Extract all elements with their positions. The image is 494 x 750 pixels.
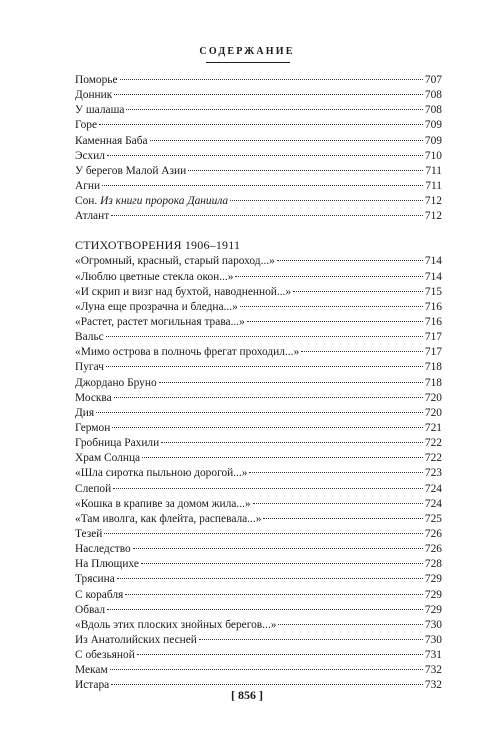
dot-leader [150,140,423,141]
dot-leader [240,306,423,307]
toc-entry-title [75,134,148,149]
dot-leader [263,518,422,519]
toc-entry-page: 714 [424,270,442,283]
toc-entry [75,134,442,149]
toc-entry-title-text: «Огромный, красный, старый пароход...» [75,255,275,268]
toc-entry [75,391,442,406]
toc-entry [75,330,442,345]
dot-leader [142,457,423,458]
toc-entry-title [75,436,159,451]
toc-entry [75,633,442,648]
toc-entry-page: 726 [424,543,442,556]
toc-entry [75,542,442,557]
toc-entry-title [75,497,251,512]
toc-entry-page: 707 [424,74,442,86]
toc-entry-title-text: Обвал [75,603,106,616]
toc-entry-title [75,315,245,330]
toc-entry-title [75,73,118,88]
dot-leader [159,382,423,383]
toc-entry-title-text: Мекам [75,664,108,677]
toc-entry-title [75,360,104,375]
toc-entry-title-text: «Вдоль этих плоских знойных берегов...» [75,618,277,631]
toc-entry [75,482,442,497]
toc-entry-title-text: Тезей [75,527,103,540]
toc-entry-title [75,376,157,391]
dot-leader [113,488,423,489]
toc-entry-title [75,603,105,618]
page-number: [ 856 ] [231,688,263,702]
dot-leader [125,594,423,595]
toc-entry [75,285,442,300]
dot-leader [235,276,422,277]
toc-entry-title [75,588,123,603]
toc-entry-title [75,164,186,179]
toc-entry-title [75,466,247,481]
toc-entry [75,466,442,481]
dot-leader [99,124,423,125]
toc-entry [75,497,442,512]
toc-entry [75,603,442,618]
toc-entry-title-text: Гермон [75,421,111,434]
toc-entry-title [75,406,94,421]
dot-leader [106,336,423,337]
toc-entry-title-italic: Из книги пророка Даниила [100,195,229,208]
toc-entry [75,648,442,663]
toc-entry-title-text: Истара [75,679,110,692]
toc-entry [75,315,442,330]
toc-entry-page: 708 [424,104,442,117]
toc-entry [75,179,442,194]
toc-entry-page: 715 [424,285,442,298]
toc-entry-title [75,391,112,406]
toc-entry-page: 720 [424,391,442,404]
toc-entry-title-text: Москва [75,391,112,404]
toc-entry-title-text: Агни [75,179,101,192]
toc-entry-page: 731 [424,649,442,662]
toc-entry-page: 716 [424,300,442,313]
toc-entry-title [75,482,111,497]
toc-entry-title [75,618,276,633]
dot-leader [293,291,423,292]
toc-entry-page: 720 [424,406,442,419]
toc-entry-title-text: «Луна еще прозрачна и бледна...» [75,300,238,313]
toc-entry-title-text: Атлант [75,210,110,223]
toc-entry-page: 732 [424,679,442,692]
toc-entry-title [75,512,261,527]
dot-leader [277,260,423,261]
toc-entry [75,376,442,391]
toc-entry-page: 716 [424,315,442,328]
toc-entry-page: 724 [424,482,442,495]
toc-entry-page: 729 [424,573,442,586]
toc-entry-page: 711 [425,164,442,177]
dot-leader [161,442,423,443]
toc-entry-title-text: Наследство [75,543,131,556]
dot-leader [188,170,423,171]
dot-leader [133,548,423,549]
dot-leader [112,427,423,428]
toc-entry [75,254,442,269]
toc-entry [75,572,442,587]
toc-entry [75,360,442,375]
toc-entry-title [75,345,299,360]
toc-entry-page: 708 [424,89,442,102]
dot-leader [111,684,423,685]
toc-entry-title-text: С корабля [75,588,124,601]
dot-leader [126,109,423,110]
toc-entry-title [75,557,139,572]
toc-entry-title-text: Каменная Баба [75,134,148,147]
toc-entry-title [75,194,228,209]
toc-entry [75,512,442,527]
toc-entry [75,663,442,678]
toc-entry-page: 724 [424,497,442,510]
toc-entry-title-text: У берегов Малой Азии [75,164,187,177]
toc-entry [75,618,442,633]
toc-entry-page: 730 [424,633,442,646]
toc-entry-page: 730 [424,618,442,631]
toc-entry-title-text: Гробница Рахили [75,437,160,450]
toc-entry-title-text: Сон. [75,195,101,208]
toc-entry-page: 729 [424,588,442,601]
toc-entry-page: 729 [424,603,442,616]
dot-leader [104,533,423,534]
toc-entry [75,149,442,164]
toc-entry-title [75,663,108,678]
toc-entry-title-text: «Кошка в крапиве за домом жила...» [75,497,251,510]
toc-entry [75,270,442,285]
toc-entry-title-text: Слепой [75,482,112,495]
toc-entry-page: 709 [424,119,442,132]
toc-entry-page: 718 [424,376,442,389]
toc-list-top [75,73,442,224]
toc-entry-page: 726 [424,527,442,540]
toc-entry-page: 723 [424,467,442,480]
toc-entry-page: 712 [424,210,442,223]
dot-leader [199,639,423,640]
dot-leader [249,472,422,473]
dot-leader [107,609,423,610]
toc-entry-page: 717 [424,346,442,359]
toc-entry-title [75,542,131,557]
table-of-contents [75,73,442,693]
toc-entry-title-text: Храм Солнца [75,452,141,465]
toc-entry-page: 718 [424,361,442,374]
toc-entry-title-text: С обезьяной [75,649,135,662]
dot-leader [253,503,423,504]
toc-entry [75,118,442,133]
toc-entry-page: 717 [424,331,442,344]
section-gap [75,224,442,237]
toc-entry-title [75,330,104,345]
dot-leader [102,185,423,186]
toc-entry-page: 711 [425,179,442,192]
toc-entry-title-text: «Мимо острова в полночь фрегат проходил...» [75,346,300,359]
toc-entry [75,451,442,466]
toc-entry-title-text: На Плющихе [75,558,139,571]
toc-entry [75,588,442,603]
toc-entry-title [75,209,109,224]
toc-entry-title [75,118,97,133]
toc-entry [75,88,442,103]
toc-entry-page: 721 [424,421,442,434]
dot-leader [117,578,423,579]
toc-entry-title [75,648,135,663]
toc-entry-title-text: Из Анатолийских песней [75,633,197,646]
dot-leader [278,624,423,625]
toc-entry-title-text: Вальс [75,331,104,344]
toc-entry [75,436,442,451]
toc-entry-title [75,179,100,194]
toc-entry-title-text: Пугач [75,361,104,374]
toc-entry-title [75,300,238,315]
dot-leader [120,79,423,80]
toc-entry-title [75,270,233,285]
toc-entry-title [75,285,291,300]
toc-entry-page: 714 [424,255,442,268]
toc-entry [75,73,442,88]
dot-leader [247,321,423,322]
toc-entry [75,103,442,118]
dot-leader [114,397,423,398]
toc-entry-title-text: «Там иволга, как флейта, распевала...» [75,512,262,525]
toc-entry [75,527,442,542]
dot-leader [230,200,423,201]
toc-entry-title [75,254,275,269]
toc-entry [75,209,442,224]
header-rule [206,62,290,63]
toc-entry-page: 725 [424,512,442,525]
toc-entry-page: 728 [424,558,442,571]
toc-entry-title-text: Донник [75,89,113,102]
toc-entry-title-text: Трясина [75,573,115,586]
dot-leader [137,654,423,655]
toc-entry-title-text: Горе [75,119,98,132]
toc-list-section [75,254,442,693]
toc-entry [75,194,442,209]
toc-entry-title-text: «И скрип и визг над бухтой, наводненной...» [75,285,292,298]
toc-entry [75,300,442,315]
toc-entry-page: 710 [424,149,442,162]
toc-entry [75,345,442,360]
toc-entry-title-text: «Шла сиротка пыльною дорогой...» [75,467,248,480]
dot-leader [114,94,423,95]
toc-entry [75,164,442,179]
toc-entry-title-text: «Люблю цветные стекла окон...» [75,270,234,283]
toc-entry [75,557,442,572]
toc-entry-title [75,451,140,466]
running-header: СОДЕРЖАНИЕ [199,46,295,57]
dot-leader [107,155,423,156]
toc-entry-page: 709 [424,134,442,147]
toc-entry-title-text: Джордано Бруно [75,376,157,389]
dot-leader [96,412,423,413]
toc-entry [75,421,442,436]
dot-leader [106,366,423,367]
toc-entry-page: 732 [424,664,442,677]
toc-entry-title [75,421,110,436]
toc-entry-title-text: Дия [75,406,95,419]
dot-leader [110,669,423,670]
toc-entry-title [75,88,112,103]
toc-entry-title-text: «Растет, растет могильная трава...» [75,315,245,328]
toc-entry-page: 722 [424,437,442,450]
section-heading: СТИХОТВОРЕНИЯ 1906–1911 [75,238,241,253]
toc-entry-title [75,572,115,587]
toc-entry-page: 712 [424,195,442,208]
dot-leader [111,215,423,216]
toc-entry-title [75,149,105,164]
toc-entry-title [75,633,197,648]
toc-entry [75,406,442,421]
dot-leader [141,563,423,564]
toc-entry-title [75,527,102,542]
toc-entry-title-text: Эсхил [75,149,105,162]
toc-entry-page: 722 [424,452,442,465]
dot-leader [301,351,423,352]
toc-entry-title [75,103,124,118]
toc-entry-title-text: У шалаша [75,104,125,117]
toc-entry-title-text: Поморье [75,74,118,86]
